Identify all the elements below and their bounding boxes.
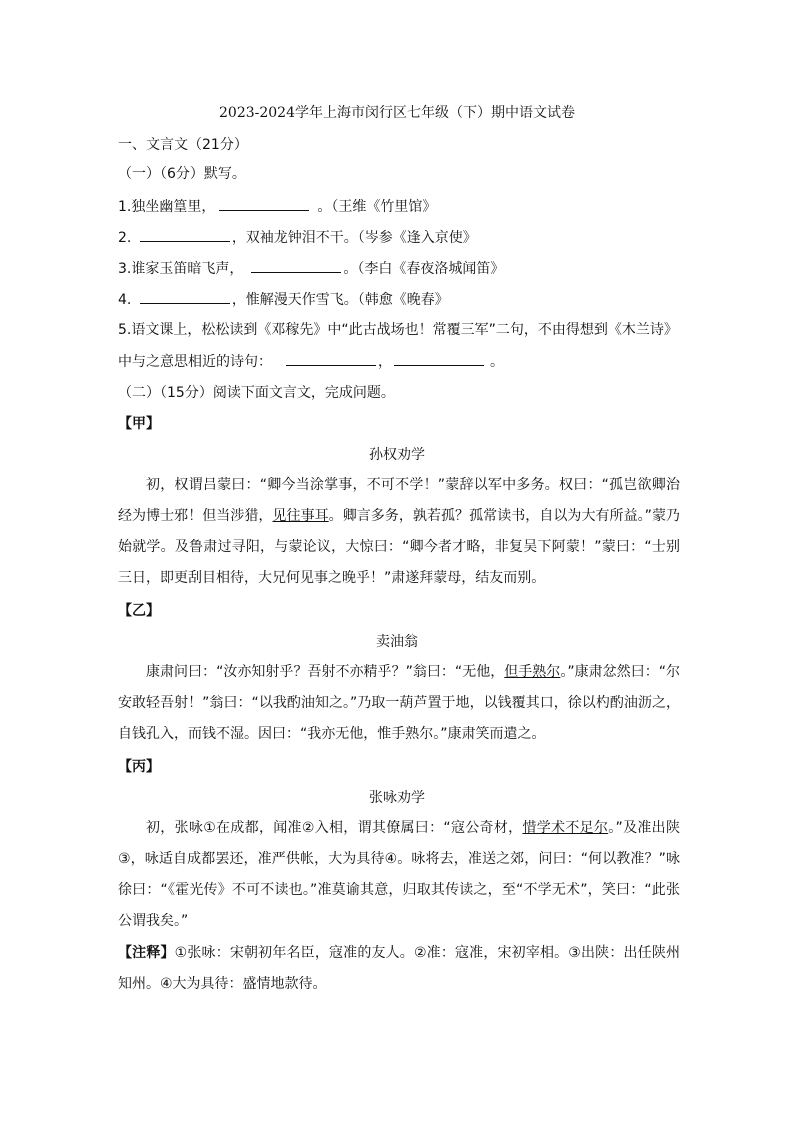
section-heading: 一、文言文（21分） — [118, 137, 248, 153]
answer-blank[interactable] — [140, 289, 230, 304]
passage-bing-text — [118, 813, 680, 937]
passage-jia-part-1: 初，权谓吕蒙曰：“卿今当涂掌事，不可不学！”蒙辞以军中多务。权曰：“孤岂欲卿治经为博士邪！但当涉猎， — [118, 477, 680, 524]
passage-jia-text — [118, 470, 680, 594]
question-4-text: ，惟解漫天作雪飞。（韩愈《晚春》 — [231, 292, 449, 308]
passage-bing-tag: 【丙】 — [118, 759, 160, 775]
exam-title: 2023-2024学年上海市闵行区七年级（下）期中语文试卷 — [219, 105, 575, 121]
question-5-end: 。 — [490, 354, 504, 370]
annotation-text: ①张咏：宋朝初年名臣，寇准的友人。②准：寇准，宋初宰相。③出陕：出任陕州知州。④大为具待：盛情地款待。 — [118, 945, 680, 992]
question-4-number: 4. — [118, 292, 136, 308]
question-5-line-1: 5.语文课上，松松读到《邓稼先》中“此古战场也！常覆三军”二句，不由得想到《木兰诗》 — [118, 322, 678, 338]
question-5-prompt: 中与之意思相近的诗句： — [118, 354, 272, 370]
passage-jia-heading: 孙权劝学 — [369, 447, 425, 463]
passage-bing-heading: 张咏劝学 — [369, 790, 425, 806]
passage-bing-part-1: 初，张咏①在成都，闻准②入相，谓其僚属曰：“寇公奇材， — [146, 820, 523, 836]
question-1-source: 。（王维《竹里馆》 — [317, 199, 437, 215]
passage-yi-part-2: 。”康肃忿然曰：“尔安敢轻吾射！”翁曰：“以我酌油知之。”乃取一葫芦置于地，以钱覆其口，徐以杓酌油沥之，自钱孔入，而钱不湿。因曰：“我亦无他，惟手熟尔。”康肃笑而遣之。 — [118, 664, 680, 742]
passage-yi-tag: 【乙】 — [118, 603, 160, 619]
passage-jia-part-2: 。卿言多务，孰若孤？孤常读书，自以为大有所益。”蒙乃始就学。及鲁肃过寻阳，与蒙论议，大惊曰：“卿今者才略，非复吴下阿蒙！”蒙曰：“士别三日，即更刮目相待，大兄何见事之晚乎！”肃遂拜蒙母，结友而别。 — [118, 508, 681, 586]
question-5-line-2 — [118, 351, 504, 372]
annotation-tag: 【注释】 — [118, 945, 175, 961]
passage-jia-underlined: 见往事耳 — [272, 508, 329, 524]
question-2-number: 2. — [118, 230, 136, 246]
passage-yi-part-1: 康肃问曰：“汝亦知射乎？吾射不亦精乎？”翁曰：“无他， — [146, 664, 505, 680]
part-one-heading: （一）（6分）默写。 — [118, 166, 246, 182]
answer-blank[interactable] — [286, 351, 376, 366]
passage-jia-tag: 【甲】 — [118, 416, 160, 432]
question-2-text: ，双袖龙钟泪不干。（岑参《逢入京使》 — [231, 230, 477, 246]
passage-yi-underlined: 但手熟尔 — [504, 664, 561, 680]
passage-yi-text — [118, 657, 680, 750]
passage-bing-underlined: 惜学术不足尔 — [522, 820, 609, 836]
part-two-heading: （二）（15分）阅读下面文言文，完成问题。 — [118, 385, 395, 401]
passage-bing-part-2: 。”及准出陕③，咏适自成都罢还，准严供帐，大为具待④。咏将去，准送之郊，问曰：“何以教准？”咏徐曰：“《霍光传》不可不读也。”准莫谕其意，归取其传读之，至“不学无术”，笑曰：“此张公谓我矣。” — [118, 820, 680, 929]
annotation-block — [118, 938, 680, 1000]
answer-blank[interactable] — [140, 227, 230, 242]
question-1 — [118, 196, 436, 217]
question-4 — [118, 289, 449, 310]
question-1-text: 1.独坐幽篁里， — [118, 199, 216, 215]
answer-blank[interactable] — [394, 351, 484, 366]
question-5-separator: ， — [378, 354, 392, 370]
answer-blank[interactable] — [251, 258, 341, 273]
question-3 — [118, 258, 504, 279]
question-3-source: 。（李白《春夜洛城闻笛》 — [343, 261, 505, 277]
question-2 — [118, 227, 477, 248]
passage-yi-heading: 卖油翁 — [376, 634, 418, 650]
question-3-text: 3.谁家玉笛暗飞声， — [118, 261, 244, 277]
answer-blank[interactable] — [219, 196, 309, 211]
